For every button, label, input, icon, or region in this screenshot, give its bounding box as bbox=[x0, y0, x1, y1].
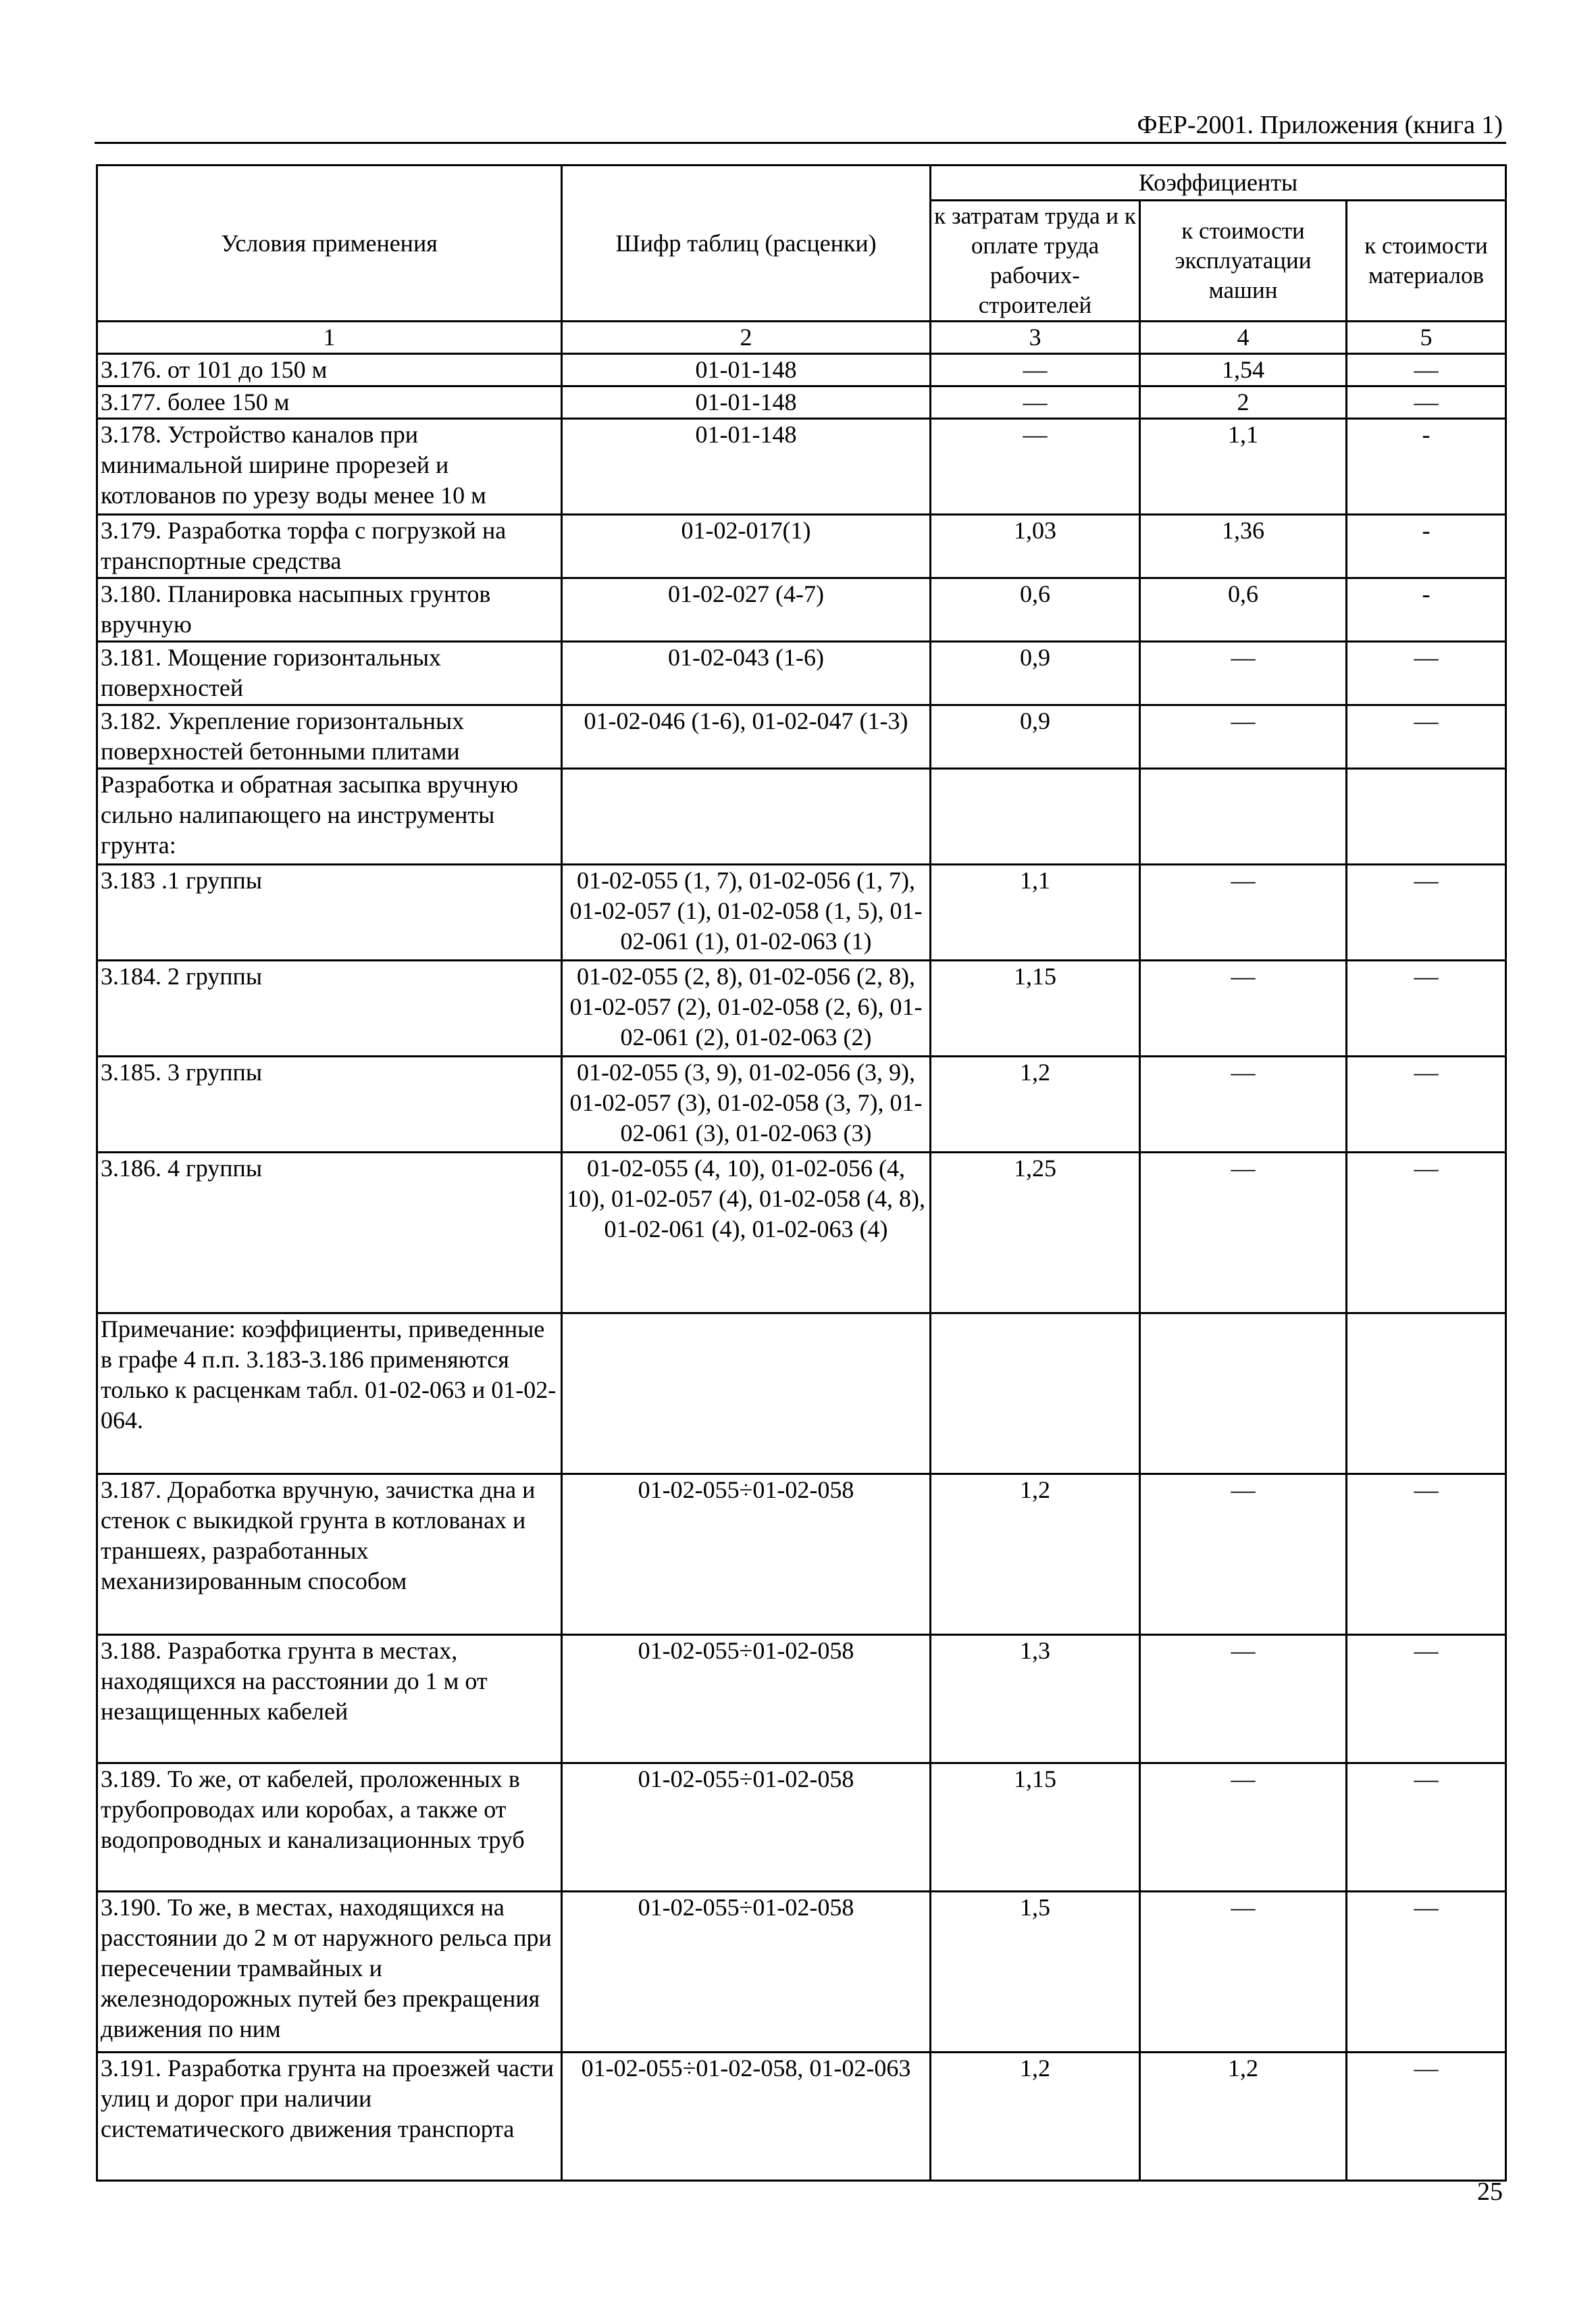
condition-cell: 3.177. более 150 м bbox=[97, 386, 562, 419]
code-cell: 01-02-055÷01-02-058 bbox=[562, 1474, 931, 1635]
header-rule bbox=[95, 142, 1506, 144]
machines-coef-cell: — bbox=[1140, 1892, 1347, 2053]
table-row bbox=[97, 865, 1506, 961]
code-cell: 01-02-055÷01-02-058, 01-02-063 bbox=[562, 2053, 931, 2181]
machines-coef-cell bbox=[1140, 1313, 1347, 1474]
condition-cell: 3.183 .1 группы bbox=[97, 865, 562, 961]
labor-coef-cell: 0,9 bbox=[931, 642, 1140, 705]
machines-coef-cell: — bbox=[1140, 865, 1347, 961]
labor-coef-cell: 1,2 bbox=[931, 2053, 1140, 2181]
code-cell: 01-02-055 (2, 8), 01-02-056 (2, 8), 01-02-057 (2), 01-02-058 (2, 6), 01-02-061 (2), 01-02-063 (2) bbox=[562, 961, 931, 1057]
code-cell: 01-02-055÷01-02-058 bbox=[562, 1763, 931, 1892]
machines-coef-cell: — bbox=[1140, 1153, 1347, 1313]
machines-coef-cell: 2 bbox=[1140, 386, 1347, 419]
materials-coef-cell: — bbox=[1347, 1763, 1506, 1892]
machines-coef-cell: — bbox=[1140, 705, 1347, 769]
labor-coef-cell: 1,3 bbox=[931, 1635, 1140, 1763]
materials-coef-cell: — bbox=[1347, 961, 1506, 1057]
labor-coef-cell: 0,9 bbox=[931, 705, 1140, 769]
column-index: 5 bbox=[1347, 322, 1506, 354]
table-row bbox=[97, 578, 1506, 642]
table-row bbox=[97, 1057, 1506, 1153]
labor-coef-cell bbox=[931, 769, 1140, 865]
header-labor: к затратам труда и к оплате труда рабочих-строителей bbox=[931, 201, 1140, 322]
machines-coef-cell: 1,2 bbox=[1140, 2053, 1347, 2181]
machines-coef-cell: — bbox=[1140, 1474, 1347, 1635]
machines-coef-cell: — bbox=[1140, 1635, 1347, 1763]
table-row bbox=[97, 1763, 1506, 1892]
table-row bbox=[97, 1153, 1506, 1313]
header-code: Шифр таблиц (расценки) bbox=[562, 166, 931, 322]
table-row bbox=[97, 1892, 1506, 2053]
header-machines: к стоимости эксплуатации машин bbox=[1140, 201, 1347, 322]
materials-coef-cell: — bbox=[1347, 1635, 1506, 1763]
table-row bbox=[97, 961, 1506, 1057]
materials-coef-cell: — bbox=[1347, 705, 1506, 769]
code-cell bbox=[562, 1313, 931, 1474]
machines-coef-cell: 1,1 bbox=[1140, 419, 1347, 515]
materials-coef-cell: - bbox=[1347, 419, 1506, 515]
condition-cell: Разработка и обратная засыпка вручную сильно налипающего на инструменты грунта: bbox=[97, 769, 562, 865]
condition-cell: 3.182. Укрепление горизонтальных поверхностей бетонными плитами bbox=[97, 705, 562, 769]
code-cell: 01-02-055÷01-02-058 bbox=[562, 1635, 931, 1763]
labor-coef-cell: 1,25 bbox=[931, 1153, 1140, 1313]
materials-coef-cell: — bbox=[1347, 386, 1506, 419]
column-index: 2 bbox=[562, 322, 931, 354]
labor-coef-cell: 1,1 bbox=[931, 865, 1140, 961]
materials-coef-cell bbox=[1347, 769, 1506, 865]
code-cell: 01-02-017(1) bbox=[562, 515, 931, 578]
materials-coef-cell: - bbox=[1347, 515, 1506, 578]
materials-coef-cell: — bbox=[1347, 1474, 1506, 1635]
labor-coef-cell: 1,2 bbox=[931, 1474, 1140, 1635]
code-cell: 01-02-055 (3, 9), 01-02-056 (3, 9), 01-02-057 (3), 01-02-058 (3, 7), 01-02-061 (3), 01-02-063 (3) bbox=[562, 1057, 931, 1153]
materials-coef-cell: — bbox=[1347, 1153, 1506, 1313]
condition-cell: 3.187. Доработка вручную, зачистка дна и стенок с выкидкой грунта в котлованах и траншеях, разработанных механизированным способом bbox=[97, 1474, 562, 1635]
machines-coef-cell bbox=[1140, 769, 1347, 865]
labor-coef-cell: 0,6 bbox=[931, 578, 1140, 642]
machines-coef-cell: 1,36 bbox=[1140, 515, 1347, 578]
condition-cell: 3.176. от 101 до 150 м bbox=[97, 354, 562, 386]
materials-coef-cell: — bbox=[1347, 1892, 1506, 2053]
condition-cell: 3.190. То же, в местах, находящихся на расстоянии до 2 м от наружного рельса при пересечении трамвайных и железнодорожных путей без прекращения движения по ним bbox=[97, 1892, 562, 2053]
header-conditions: Условия применения bbox=[97, 166, 562, 322]
materials-coef-cell: — bbox=[1347, 865, 1506, 961]
labor-coef-cell: 1,03 bbox=[931, 515, 1140, 578]
table-row bbox=[97, 1313, 1506, 1474]
code-cell: 01-02-055 (1, 7), 01-02-056 (1, 7), 01-02-057 (1), 01-02-058 (1, 5), 01-02-061 (1), 01-02-063 (1) bbox=[562, 865, 931, 961]
condition-cell: 3.191. Разработка грунта на проезжей части улиц и дорог при наличии систематического движения транспорта bbox=[97, 2053, 562, 2181]
labor-coef-cell: 1,15 bbox=[931, 961, 1140, 1057]
condition-cell: 3.188. Разработка грунта в местах, находящихся на расстоянии до 1 м от незащищенных кабелей bbox=[97, 1635, 562, 1763]
table-row bbox=[97, 769, 1506, 865]
machines-coef-cell: — bbox=[1140, 961, 1347, 1057]
materials-coef-cell bbox=[1347, 1313, 1506, 1474]
table-row bbox=[97, 354, 1506, 386]
condition-cell: Примечание: коэффициенты, приведенные в графе 4 п.п. 3.183-3.186 применяются только к расценкам табл. 01-02-063 и 01-02-064. bbox=[97, 1313, 562, 1474]
labor-coef-cell: — bbox=[931, 354, 1140, 386]
header-materials: к стоимости материалов bbox=[1347, 201, 1506, 322]
code-cell: 01-01-148 bbox=[562, 354, 931, 386]
labor-coef-cell bbox=[931, 1313, 1140, 1474]
code-cell: 01-01-148 bbox=[562, 419, 931, 515]
column-index: 4 bbox=[1140, 322, 1347, 354]
condition-cell: 3.184. 2 группы bbox=[97, 961, 562, 1057]
code-cell: 01-01-148 bbox=[562, 386, 931, 419]
table-row bbox=[97, 2053, 1506, 2181]
condition-cell: 3.180. Планировка насыпных грунтов вручную bbox=[97, 578, 562, 642]
code-cell: 01-02-055 (4, 10), 01-02-056 (4, 10), 01-02-057 (4), 01-02-058 (4, 8), 01-02-061 (4), 01-02-063 (4) bbox=[562, 1153, 931, 1313]
labor-coef-cell: 1,15 bbox=[931, 1763, 1140, 1892]
table-row bbox=[97, 642, 1506, 705]
condition-cell: 3.189. То же, от кабелей, проложенных в трубопроводах или коробах, а также от водопроводных и канализационных труб bbox=[97, 1763, 562, 1892]
condition-cell: 3.186. 4 группы bbox=[97, 1153, 562, 1313]
condition-cell: 3.185. 3 группы bbox=[97, 1057, 562, 1153]
machines-coef-cell: — bbox=[1140, 1763, 1347, 1892]
labor-coef-cell: 1,2 bbox=[931, 1057, 1140, 1153]
table-row bbox=[97, 419, 1506, 515]
materials-coef-cell: — bbox=[1347, 642, 1506, 705]
table-row bbox=[97, 1474, 1506, 1635]
condition-cell: 3.181. Мощение горизонтальных поверхностей bbox=[97, 642, 562, 705]
machines-coef-cell: 1,54 bbox=[1140, 354, 1347, 386]
machines-coef-cell: — bbox=[1140, 1057, 1347, 1153]
materials-coef-cell: — bbox=[1347, 2053, 1506, 2181]
condition-cell: 3.179. Разработка торфа с погрузкой на транспортные средства bbox=[97, 515, 562, 578]
column-index: 1 bbox=[97, 322, 562, 354]
condition-cell: 3.178. Устройство каналов при минимальной ширине прорезей и котлованов по урезу воды менее 10 м bbox=[97, 419, 562, 515]
labor-coef-cell: 1,5 bbox=[931, 1892, 1140, 2053]
code-cell bbox=[562, 769, 931, 865]
machines-coef-cell: — bbox=[1140, 642, 1347, 705]
table-row bbox=[97, 515, 1506, 578]
labor-coef-cell: — bbox=[931, 419, 1140, 515]
running-header: ФЕР-2001. Приложения (книга 1) bbox=[1137, 111, 1503, 139]
code-cell: 01-02-027 (4-7) bbox=[562, 578, 931, 642]
code-cell: 01-02-055÷01-02-058 bbox=[562, 1892, 931, 2053]
coefficients-table bbox=[96, 164, 1507, 2182]
materials-coef-cell: - bbox=[1347, 578, 1506, 642]
table-row bbox=[97, 705, 1506, 769]
labor-coef-cell: — bbox=[931, 386, 1140, 419]
code-cell: 01-02-046 (1-6), 01-02-047 (1-3) bbox=[562, 705, 931, 769]
code-cell: 01-02-043 (1-6) bbox=[562, 642, 931, 705]
materials-coef-cell: — bbox=[1347, 1057, 1506, 1153]
page-number: 25 bbox=[1477, 2178, 1503, 2206]
column-index-row bbox=[97, 322, 1506, 354]
machines-coef-cell: 0,6 bbox=[1140, 578, 1347, 642]
materials-coef-cell: — bbox=[1347, 354, 1506, 386]
column-index: 3 bbox=[931, 322, 1140, 354]
table-row bbox=[97, 386, 1506, 419]
table-row bbox=[97, 1635, 1506, 1763]
header-coefficients: Коэффициенты bbox=[931, 166, 1506, 201]
